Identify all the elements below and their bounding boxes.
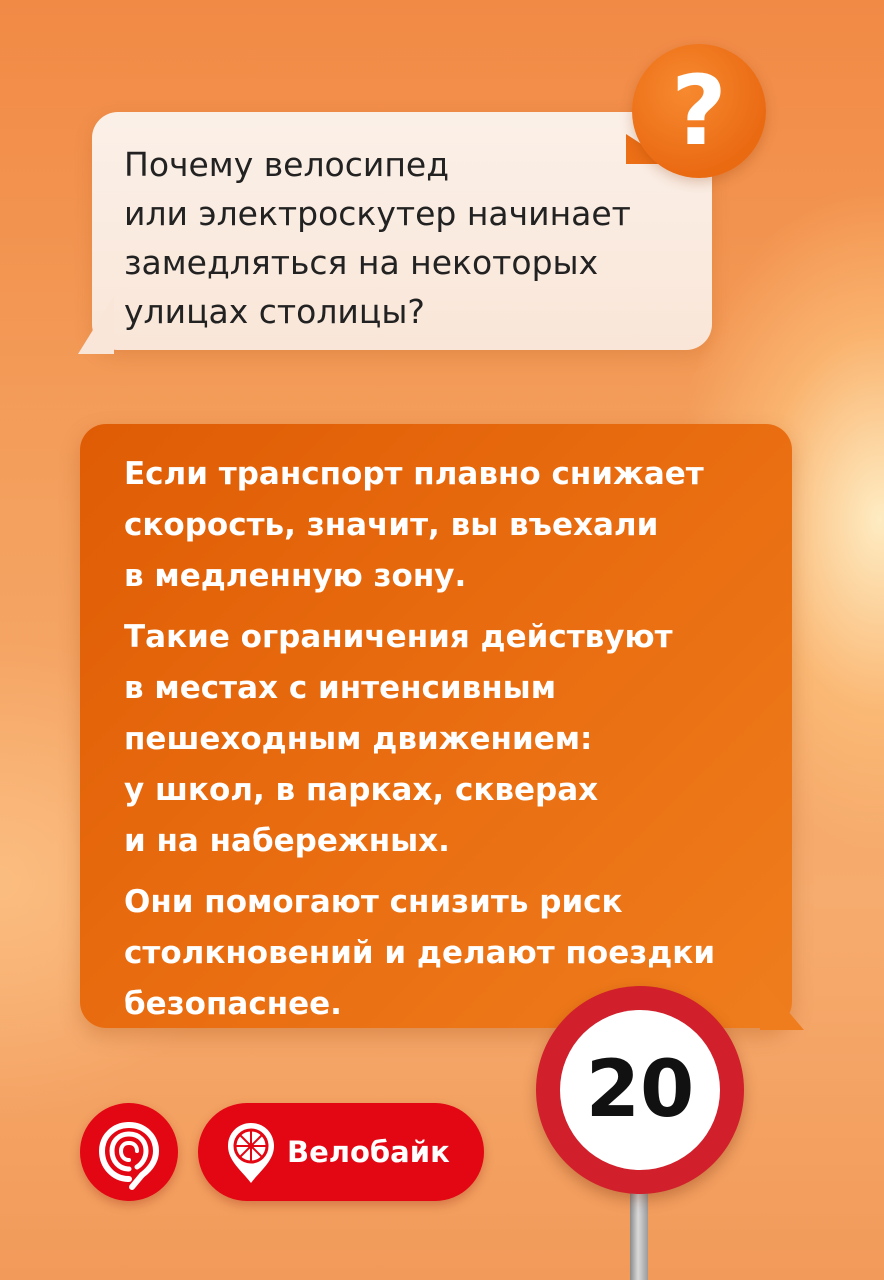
sign-pole xyxy=(630,1180,648,1280)
moscow-transport-logo-icon-svg xyxy=(80,1103,178,1201)
answer-line: безопаснее. xyxy=(124,986,342,1022)
question-bubble-tail xyxy=(78,296,114,354)
answer-line: в местах с интенсивным xyxy=(124,670,557,706)
answer-line: в медленную зону. xyxy=(124,558,467,594)
question-line: замедляться на некоторых xyxy=(124,243,599,282)
moscow-transport-logo-icon xyxy=(80,1103,178,1201)
velobike-label: Велобайк xyxy=(287,1135,450,1169)
answer-paragraph xyxy=(124,449,764,602)
answer-line: скорость, значит, вы въехали xyxy=(124,507,659,543)
question-line: улицах столицы? xyxy=(124,292,425,331)
answer-bubble-tail xyxy=(760,978,804,1030)
answer-line: у школ, в парках, скверах xyxy=(124,772,599,808)
bike-wheel-pin-icon xyxy=(202,1103,300,1201)
answer-text xyxy=(124,449,764,1040)
answer-paragraph xyxy=(124,612,764,867)
answer-line: пешеходным движением: xyxy=(124,721,593,757)
answer-line: Если транспорт плавно снижает xyxy=(124,456,704,492)
question-line: или электроскутер начинает xyxy=(124,194,631,233)
answer-line: Они помогают снизить риск xyxy=(124,884,623,920)
question-line: Почему велосипед xyxy=(124,145,450,184)
question-mark-icon: ? xyxy=(671,55,727,167)
answer-line: и на набережных. xyxy=(124,823,450,859)
speed-limit-value: 20 xyxy=(585,1045,695,1135)
question-text xyxy=(124,140,684,336)
answer-line: Такие ограничения действуют xyxy=(124,619,673,655)
answer-line: столкновений и делают поездки xyxy=(124,935,716,971)
